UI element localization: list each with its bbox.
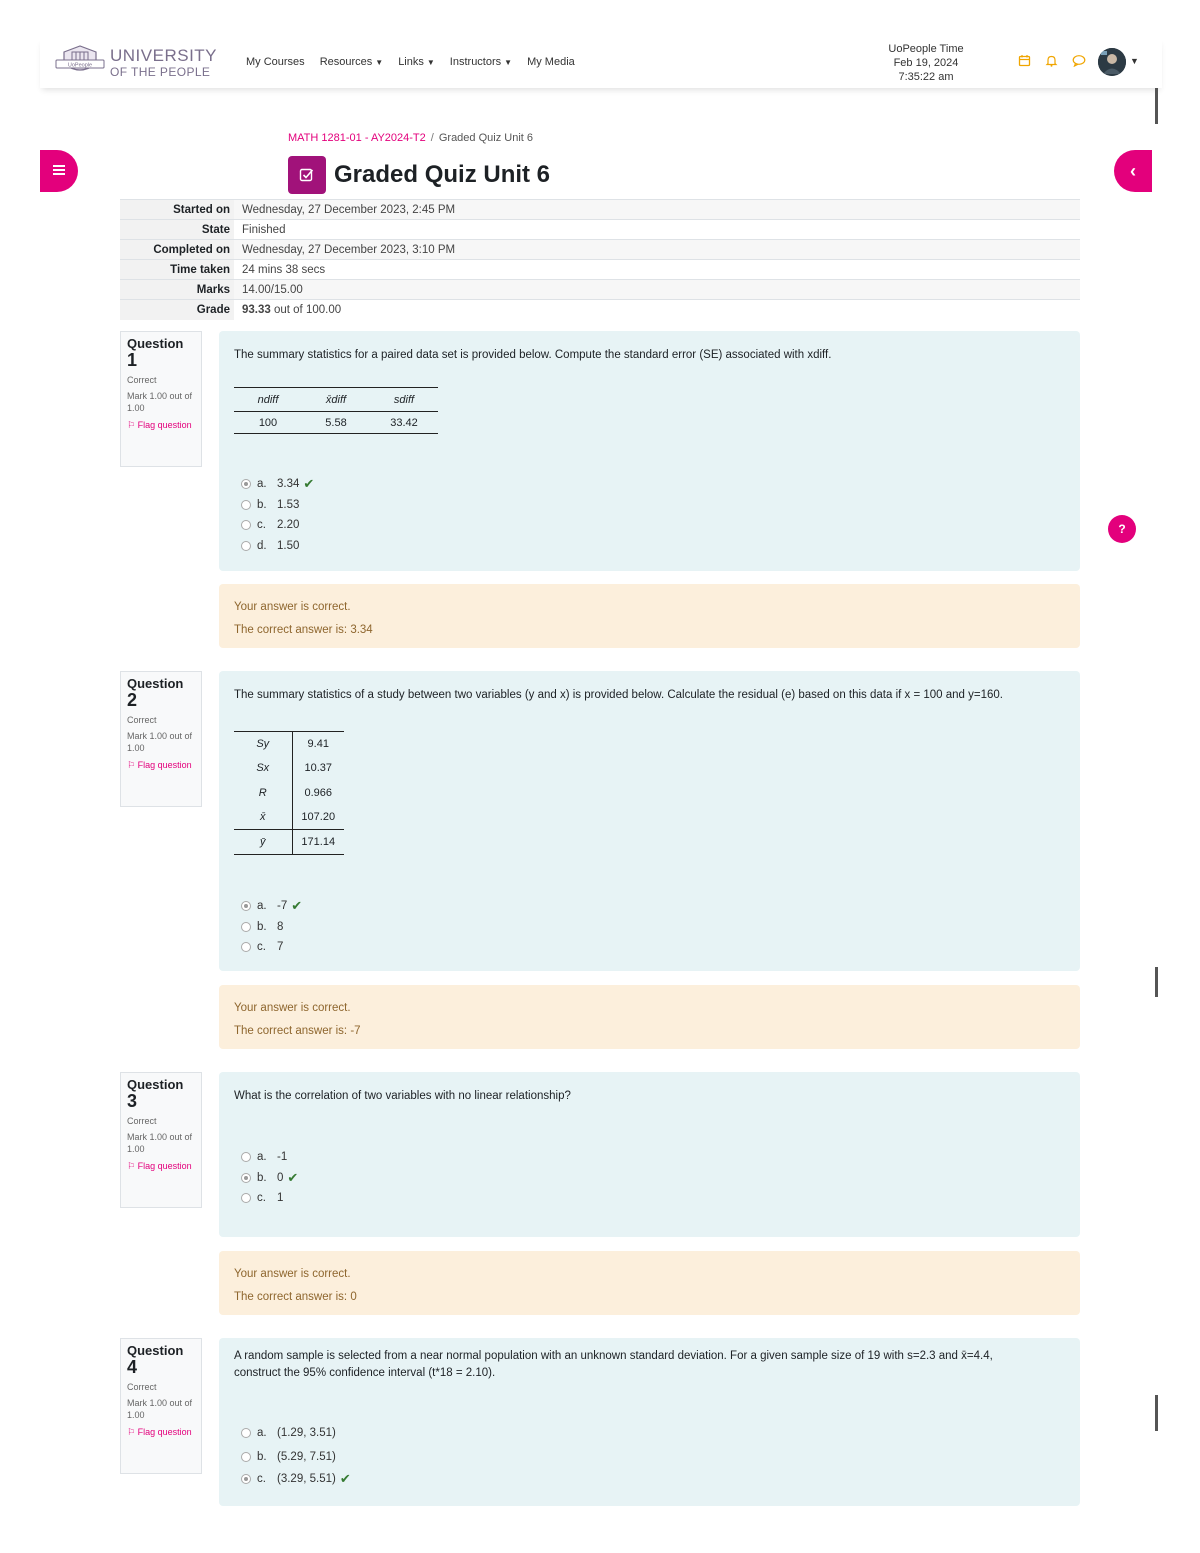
stats-header: x̄diff	[302, 388, 370, 412]
question-text-line: construct the 95% confidence interval (t*18 = 2.10).	[234, 1367, 496, 1379]
scrollbar-mark	[1155, 1395, 1158, 1431]
checkmark-icon: ✔	[291, 898, 303, 914]
flag-question-link[interactable]: ⚐ Flag question	[127, 760, 192, 770]
quiz-icon	[288, 156, 326, 194]
scrollbar-mark	[1155, 967, 1158, 997]
stats-label: ȳ	[234, 830, 292, 855]
nav-resources[interactable]: Resources ▼	[319, 56, 384, 68]
summary-value	[234, 300, 1080, 320]
question-state: Correct	[127, 715, 157, 725]
stats-label: x̄	[234, 805, 292, 830]
question-mark-icon: ?	[1118, 522, 1126, 536]
university-crest-icon	[54, 42, 106, 82]
university-logo[interactable]	[54, 42, 217, 82]
feedback-line: Your answer is correct.	[234, 1268, 351, 1280]
question-grade: Mark 1.00 out of 1.00	[127, 731, 193, 753]
summary-row	[120, 220, 1080, 240]
question-text: The summary statistics of a study between two variables (y and x) is provided below. Calculate the residual (e) based on this data if x = 100 and y=160.	[234, 689, 1003, 701]
main-nav	[246, 56, 575, 68]
radio-button[interactable]	[241, 1193, 251, 1203]
answer-list	[241, 896, 302, 958]
question-formulation	[219, 671, 1080, 971]
time-label: UoPeople Time	[888, 43, 964, 55]
chevron-down-icon: ▼	[504, 58, 513, 67]
flag-icon: ⚐	[127, 420, 138, 430]
list-icon	[53, 162, 65, 180]
regression-stats-table	[234, 731, 344, 855]
question-grade: Mark 1.00 out of 1.00	[127, 1132, 193, 1154]
chevron-down-icon[interactable]: ▼	[1130, 56, 1139, 66]
summary-row	[120, 300, 1080, 320]
radio-button[interactable]	[241, 1452, 251, 1462]
question-text: What is the correlation of two variables with no linear relationship?	[234, 1090, 571, 1102]
stats-label: Sx	[234, 756, 292, 781]
stats-header: ndiff	[234, 388, 302, 412]
answer-option[interactable]: c. 1	[241, 1188, 298, 1209]
radio-button[interactable]	[241, 479, 251, 489]
chevron-down-icon: ▼	[426, 58, 435, 67]
radio-button[interactable]	[241, 541, 251, 551]
stats-label: R	[234, 781, 292, 806]
grade-out-of: out of 100.00	[273, 303, 342, 316]
summary-label: Started on	[120, 200, 234, 220]
answer-option[interactable]: b. 1.53	[241, 495, 314, 516]
nav-links[interactable]: Links ▼	[398, 56, 435, 68]
correct-answer-line: The correct answer is: 0	[234, 1291, 357, 1303]
stats-cell: 0.966	[304, 786, 333, 799]
question-state: Correct	[127, 1382, 157, 1392]
radio-button[interactable]	[241, 1173, 251, 1183]
summary-row	[120, 240, 1080, 260]
breadcrumb-course-link[interactable]: MATH 1281-01 - AY2024-T2	[288, 132, 426, 144]
question-number: 4	[127, 1357, 138, 1377]
answer-option[interactable]: c. 2.20	[241, 515, 314, 536]
question-formulation	[219, 1072, 1080, 1237]
question-grade: Mark 1.00 out of 1.00	[127, 391, 193, 413]
stats-cell: 107.20	[301, 811, 336, 823]
answer-option[interactable]: d. 1.50	[241, 536, 314, 557]
answer-option[interactable]: c. 7	[241, 937, 302, 958]
block-drawer-toggle[interactable]	[1114, 150, 1152, 192]
help-button[interactable]	[1108, 515, 1136, 543]
question-feedback	[219, 1251, 1080, 1315]
question-state: Correct	[127, 375, 157, 385]
answer-option[interactable]: b. (5.29, 7.51)	[241, 1446, 351, 1468]
radio-button[interactable]	[241, 942, 251, 952]
question-info	[120, 331, 202, 467]
breadcrumb-current: Graded Quiz Unit 6	[438, 132, 533, 144]
quiz-summary-table	[120, 199, 1080, 320]
question-state: Correct	[127, 1116, 157, 1126]
answer-option[interactable]: b. 0 ✔	[241, 1168, 298, 1189]
question-word: Question	[127, 1343, 184, 1358]
stats-cell: 33.42	[370, 412, 438, 434]
answer-option[interactable]: a. (1.29, 3.51)	[241, 1419, 351, 1446]
stats-cell: 10.37	[304, 762, 333, 775]
question-text-line: A random sample is selected from a near normal population with an unknown standard deviation. For a given sample size of 19 with s=2.3 and x̄=4.4,	[234, 1350, 993, 1362]
flag-icon: ⚐	[127, 760, 138, 770]
time-clock: 7:35:22 am	[898, 71, 954, 83]
radio-button[interactable]	[241, 1428, 251, 1438]
flag-icon: ⚐	[127, 1427, 138, 1437]
summary-label: State	[120, 220, 234, 240]
breadcrumb	[288, 132, 533, 144]
question-info	[120, 671, 202, 807]
nav-my-courses[interactable]: My Courses	[246, 56, 305, 68]
bell-icon[interactable]	[1045, 54, 1058, 72]
flag-icon: ⚐	[127, 1161, 138, 1171]
answer-list	[241, 1419, 351, 1490]
answer-option[interactable]: a. 3.34 ✔	[241, 474, 314, 495]
question-feedback	[219, 985, 1080, 1049]
top-navbar	[40, 38, 1162, 88]
flag-question-link[interactable]: ⚐ Flag question	[127, 1161, 192, 1171]
summary-row	[120, 200, 1080, 220]
flag-question-link[interactable]: ⚐ Flag question	[127, 420, 192, 430]
question-text: The summary statistics for a paired data set is provided below. Compute the standard error (SE) associated with xdiff.	[234, 349, 832, 361]
summary-label: Completed on	[120, 240, 234, 260]
question-formulation	[219, 331, 1080, 571]
user-avatar[interactable]	[1098, 48, 1126, 76]
answer-option[interactable]: b. 8	[241, 917, 302, 938]
question-word: Question	[127, 1077, 184, 1092]
stats-header: sdiff	[370, 388, 438, 412]
chat-icon[interactable]	[1072, 54, 1086, 72]
summary-value: Finished	[234, 220, 1080, 240]
paired-stats-table	[234, 387, 438, 434]
question-word: Question	[127, 336, 184, 351]
uopeople-time	[876, 42, 976, 84]
scrollbar-mark	[1155, 88, 1158, 124]
stats-label: Sy	[234, 732, 292, 757]
time-date: Feb 19, 2024	[893, 57, 959, 69]
feedback-line: Your answer is correct.	[234, 601, 351, 613]
question-feedback	[219, 584, 1080, 648]
summary-label: Time taken	[120, 260, 234, 280]
question-number: 1	[127, 350, 138, 370]
stats-cell: 171.14	[292, 830, 344, 855]
question-number: 3	[127, 1091, 138, 1111]
summary-label: Marks	[120, 280, 234, 300]
summary-value: 24 mins 38 secs	[234, 260, 1080, 280]
question-number: 2	[127, 690, 138, 710]
question-grade: Mark 1.00 out of 1.00	[127, 1398, 193, 1420]
course-index-toggle[interactable]	[40, 150, 78, 192]
correct-answer-line: The correct answer is: -7	[234, 1025, 361, 1037]
question-info	[120, 1338, 202, 1474]
checkmark-icon: ✔	[287, 1169, 299, 1185]
checkmark-icon: ✔	[339, 1471, 351, 1486]
summary-value: Wednesday, 27 December 2023, 3:10 PM	[234, 240, 1080, 260]
nav-my-media[interactable]: My Media	[527, 56, 575, 68]
stats-cell: 100	[234, 412, 302, 434]
answer-option[interactable]: a. -1	[241, 1147, 298, 1168]
summary-row	[120, 280, 1080, 300]
stats-cell: 9.41	[292, 732, 344, 757]
question-info	[120, 1072, 202, 1208]
radio-button[interactable]	[241, 500, 251, 510]
radio-button[interactable]	[241, 520, 251, 530]
summary-row	[120, 260, 1080, 280]
question-word: Question	[127, 676, 184, 691]
answer-option[interactable]: a. -7 ✔	[241, 896, 302, 917]
nav-instructors[interactable]: Instructors ▼	[449, 56, 513, 68]
feedback-line: Your answer is correct.	[234, 1002, 351, 1014]
chevron-left-icon: ‹	[1130, 160, 1136, 181]
stats-cell: 5.58	[302, 412, 370, 434]
chevron-down-icon: ▼	[375, 58, 384, 67]
radio-button[interactable]	[241, 1152, 251, 1162]
question-formulation	[219, 1338, 1080, 1506]
checkmark-icon: ✔	[303, 476, 315, 492]
summary-value: Wednesday, 27 December 2023, 2:45 PM	[234, 200, 1080, 220]
radio-button[interactable]	[241, 1474, 251, 1484]
summary-label: Grade	[120, 300, 234, 320]
radio-button[interactable]	[241, 901, 251, 911]
radio-button[interactable]	[241, 922, 251, 932]
flag-question-link[interactable]: ⚐ Flag question	[127, 1427, 192, 1437]
logo-line-1: UNIVERSITY	[110, 45, 218, 65]
breadcrumb-separator: /	[430, 132, 434, 144]
calendar-icon[interactable]	[1018, 54, 1031, 72]
answer-list	[241, 474, 314, 556]
answer-list	[241, 1147, 298, 1209]
answer-option[interactable]: c. (3.29, 5.51) ✔	[241, 1468, 351, 1490]
logo-line-2: OF THE PEOPLE	[110, 64, 211, 79]
summary-value: 14.00/15.00	[234, 280, 1080, 300]
question-text	[234, 1348, 993, 1382]
logo-badge-text: UoPeople	[67, 62, 93, 69]
grade-value: 93.33	[242, 303, 271, 316]
page-title: Graded Quiz Unit 6	[334, 161, 551, 188]
correct-answer-line: The correct answer is: 3.34	[234, 624, 373, 636]
